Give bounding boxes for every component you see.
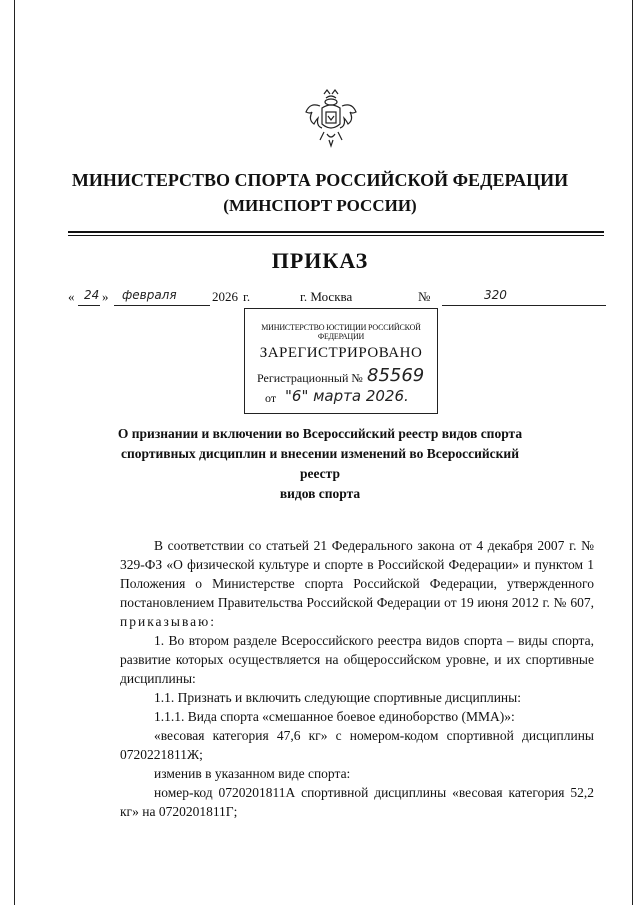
order-keyword: приказываю: [120, 614, 216, 629]
month-underline [114, 305, 210, 306]
number-sign: № [418, 289, 431, 304]
document-type-title: ПРИКАЗ [271, 248, 369, 273]
body-paragraph: номер-код 0720201811А спортивной дисциплины «весовая категория 52,2 кг» на 0720201811Г; [120, 785, 594, 819]
subject-line: спортивных дисциплин и внесении изменений во Всероссийский реестр [121, 446, 519, 481]
quote-open: « [68, 289, 75, 304]
body-paragraph: изменив в указанном виде спорта: [154, 766, 351, 781]
header-rule-thin [68, 235, 604, 236]
stamp-ministry-header: МИНИСТЕРСТВО ЮСТИЦИИ РОССИЙСКОЙ ФЕДЕРАЦИИ [261, 323, 421, 341]
order-number: 320 [484, 288, 507, 302]
scan-border-right [632, 0, 633, 905]
day-underline [78, 305, 100, 306]
header-rule-thick [68, 231, 604, 233]
number-underline [442, 305, 606, 306]
stamp-status: ЗАРЕГИСТРИРОВАНО [259, 345, 423, 361]
subject-line: О признании и включении во Всероссийский реестр видов спорта [117, 426, 523, 441]
order-year: 2026 [212, 289, 238, 304]
order-city: г. Москва [300, 289, 353, 304]
body-paragraph: «весовая категория 47,6 кг» с номером-кодом спортивной дисциплины 0720221811Ж; [120, 728, 594, 762]
body-paragraph: 1. Во втором разделе Всероссийского реестра видов спорта – виды спорта, развитие которых осуществляется на общероссийском уровне, и их спортивные дисциплины: [120, 633, 594, 686]
preamble-text: В соответствии со статьей 21 Федерального закона от 4 декабря 2007 г. № 329-ФЗ «О физической культуре и спорте в Российской Федерации» и пунктом 1 Положения о Министерстве спорта Российской Федерации, утвержденного постановлением Правительства Российской Федерации от 19 июня 2012 г. № 607, [120, 538, 594, 610]
ministry-short-name: (МИНСПОРТ РОССИИ) [223, 196, 417, 215]
order-day: 24 [84, 288, 100, 302]
stamp-reg-number-label: Регистрационный № [257, 371, 363, 385]
order-month: февраля [122, 288, 177, 302]
order-subject [100, 424, 540, 504]
ministry-name: МИНИСТЕРСТВО СПОРТА РОССИЙСКОЙ ФЕДЕРАЦИИ [71, 170, 569, 190]
stamp-date: "6" марта 2026. [285, 387, 409, 405]
coat-of-arms-icon [302, 86, 360, 152]
body-paragraph [120, 536, 594, 631]
stamp-reg-number: 85569 [367, 365, 425, 386]
subject-line: видов спорта [279, 486, 361, 501]
body-paragraph: 1.1.1. Вида спорта «смешанное боевое единоборство (ММА)»: [154, 709, 515, 724]
order-body [120, 536, 594, 821]
stamp-date-prefix: от [265, 391, 277, 405]
order-year-suffix: г. [243, 289, 251, 304]
quote-close: » [102, 289, 109, 304]
registration-stamp [244, 308, 438, 414]
scan-border-left [14, 0, 15, 905]
body-paragraph: 1.1. Признать и включить следующие спортивные дисциплины: [154, 690, 521, 705]
